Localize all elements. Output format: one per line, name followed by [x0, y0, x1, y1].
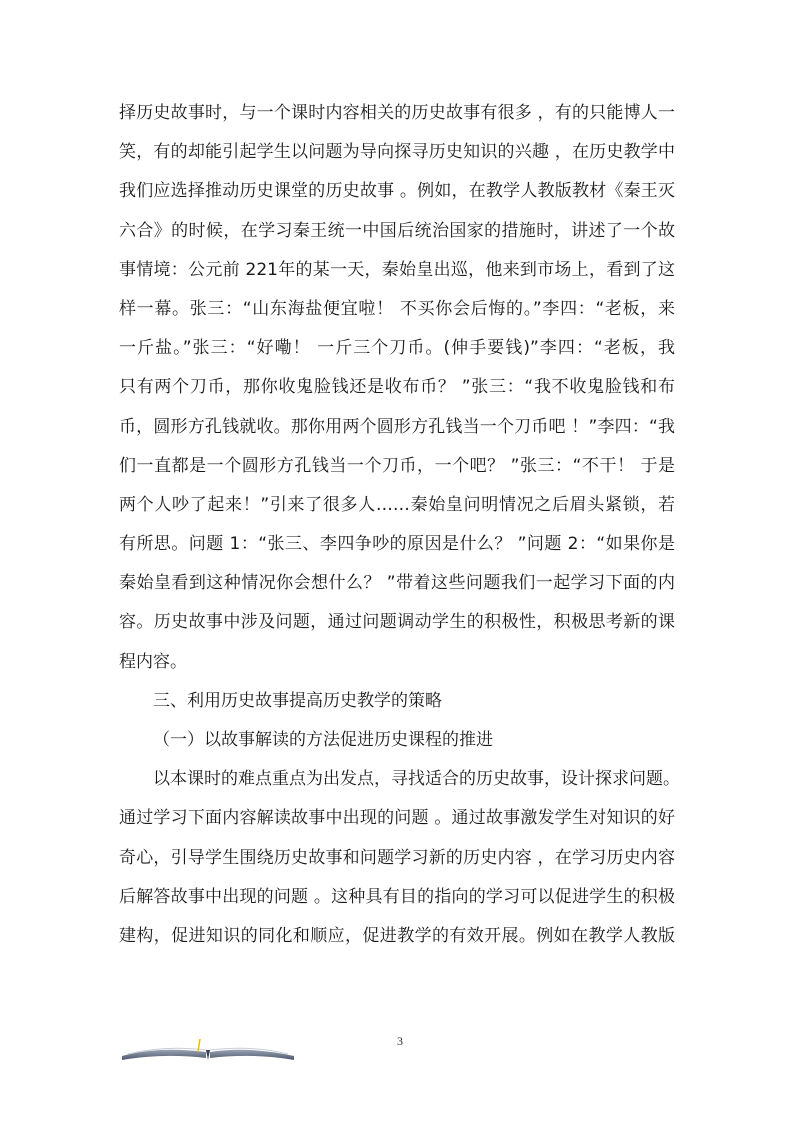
text-line: 事情境：公元前 221年的某一天，秦始皇出巡，他来到市场上，看到了这 [119, 259, 675, 280]
text-line: 只有两个刀币，那你收鬼脸钱还是收布币？ ”张三：“我不收鬼脸钱和布 [119, 377, 675, 398]
text-line: 我们应选择推动历史课堂的历史故事 。例如，在教学人教版教材《秦王灭 [119, 181, 675, 202]
text-line: 建构，促进知识的同化和顺应，促进教学的有效开展。例如在教学人教版 [119, 925, 675, 946]
text-line: 奇心，引导学生围绕历史故事和问题学习新的历史内容 ，在学习历史内容 [119, 847, 675, 868]
page-number: 3 [397, 1034, 403, 1048]
subsection-heading: （一）以故事解读的方法促进历史课程的推进 [153, 730, 493, 750]
text-line: 后解答故事中出现的问题 。这种具有目的指向的学习可以促进学生的积极 [119, 886, 675, 907]
section-heading: 三、利用历史故事提高历史教学的策略 [153, 690, 442, 711]
text-line: 笑，有的却能引起学生以问题为导向探寻历史知识的兴趣 ，在历史教学中 [119, 142, 675, 163]
text-line: 通过学习下面内容解读故事中出现的问题 。通过故事激发学生对知识的好 [119, 808, 675, 829]
text-line: 们一直都是一个圆形方孔钱当一个刀币，一个吧？ ”张三：“不干！ 于是 [119, 455, 675, 476]
document-body [119, 94, 680, 956]
text-line: 六合》的时候，在学习秦王统一中国后统治国家的措施时，讲述了一个故 [119, 220, 675, 241]
text-line: 容。历史故事中涉及问题，通过问题调动学生的积极性，积极思考新的课 [119, 612, 675, 633]
text-line: 择历史故事时，与一个课时内容相关的历史故事有很多 ，有的只能博人一 [119, 103, 675, 123]
text-line: 秦始皇看到这种情况你会想什么？ ”带着这些问题我们一起学习下面的内 [119, 573, 675, 594]
paragraph-strategy [119, 760, 680, 956]
paragraph-story [119, 94, 675, 682]
text-line: 程内容。 [119, 651, 187, 672]
text-line: 有所思。问题 1：“张三、李四争吵的原因是什么？ ”问题 2：“如果你是 [119, 534, 675, 555]
text-line: 以本课时的难点重点为出发点，寻找适合的历史故事，设计探求问题。 [153, 769, 680, 790]
text-line: 币，圆形方孔钱就收。那你用两个圆形方孔钱当一个刀币吧 ！”李四：“我 [119, 416, 675, 437]
open-book-icon [118, 1036, 298, 1062]
text-line: 两个人吵了起来！”引来了很多人……秦始皇问明情况之后眉头紧锁，若 [119, 494, 675, 515]
text-line: 一斤盐。”张三：“好嘞！ 一斤三个刀币。(伸手要钱)”李四：“老板，我 [119, 338, 675, 359]
text-line: 样一幕。张三：“山东海盐便宜啦！ 不买你会后悔的。”李四：“老板，来 [119, 298, 675, 319]
